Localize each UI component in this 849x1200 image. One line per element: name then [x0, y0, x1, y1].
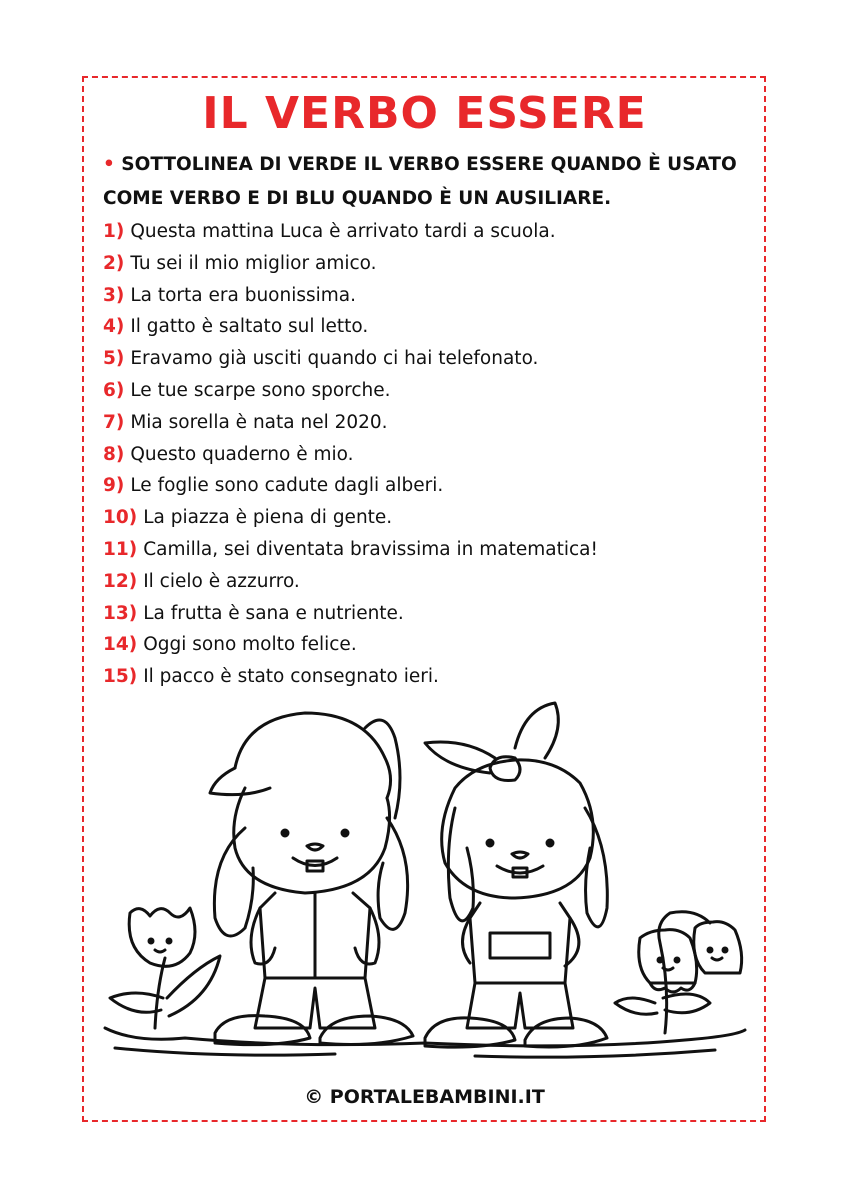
bunnies-illustration — [95, 698, 755, 1088]
sentence-number: 10) — [103, 507, 138, 529]
instruction — [103, 148, 763, 216]
sentence-item — [103, 248, 598, 280]
sentence-item — [103, 280, 598, 312]
sentence-number: 3) — [103, 284, 125, 306]
girl-bunny — [425, 703, 607, 1047]
sentence-number: 13) — [103, 602, 138, 624]
sentence-number: 11) — [103, 538, 138, 560]
sentence-text: La torta era buonissima. — [130, 284, 357, 306]
sentence-text: Il gatto è saltato sul letto. — [130, 316, 369, 338]
sentence-item — [103, 216, 598, 248]
sentence-text: Camilla, sei diventata bravissima in matematica! — [143, 538, 598, 560]
sentence-number: 7) — [103, 411, 125, 433]
sentence-item — [103, 534, 598, 566]
sentence-number: 2) — [103, 252, 125, 274]
sentence-list — [103, 216, 598, 693]
tulip-left — [110, 908, 220, 1028]
sentence-item — [103, 343, 598, 375]
bellflower-right — [615, 912, 742, 1033]
sentence-text: Questa mattina Luca è arrivato tardi a scuola. — [130, 221, 556, 242]
sentence-item — [103, 502, 598, 534]
ground-line-2 — [115, 1048, 715, 1057]
sentence-number: 9) — [103, 475, 125, 497]
sentence-text: Eravamo già usciti quando ci hai telefonato. — [130, 348, 539, 370]
sentence-text: La piazza è piena di gente. — [143, 507, 393, 529]
sentence-text: Mia sorella è nata nel 2020. — [130, 411, 388, 433]
sentence-item — [103, 375, 598, 407]
sentence-item — [103, 407, 598, 439]
sentence-item — [103, 311, 598, 343]
sentence-text: Il cielo è azzurro. — [143, 570, 300, 592]
boy-bunny — [210, 713, 413, 1045]
instruction-text: SOTTOLINEA DI VERDE IL VERBO ESSERE QUANDO È USATO COME VERBO E DI BLU QUANDO È UN AUSILIARE. — [103, 154, 737, 209]
footer-credit: © PORTALEBAMBINI.IT — [304, 1086, 545, 1108]
sentence-text: Le tue scarpe sono sporche. — [130, 379, 391, 401]
sentence-text: Le foglie sono cadute dagli alberi. — [130, 475, 444, 497]
sentence-number: 1) — [103, 221, 125, 242]
page-title: IL VERBO ESSERE — [202, 88, 647, 139]
sentence-text: La frutta è sana e nutriente. — [143, 602, 404, 624]
sentence-text: Tu sei il mio miglior amico. — [130, 252, 377, 274]
sentence-text: Oggi sono molto felice. — [143, 634, 357, 656]
sentence-text: Questo quaderno è mio. — [130, 443, 354, 465]
sentence-item — [103, 598, 598, 630]
sentence-item — [103, 566, 598, 598]
overalls — [470, 903, 570, 983]
sentence-number: 15) — [103, 666, 138, 688]
sentence-number: 12) — [103, 570, 138, 592]
sentence-item — [103, 470, 598, 502]
sentence-item — [103, 629, 598, 661]
sentence-number: 5) — [103, 348, 125, 370]
instruction-bullet: • — [103, 154, 115, 175]
sentence-item — [103, 439, 598, 471]
sentence-number: 14) — [103, 634, 138, 656]
sentence-number: 8) — [103, 443, 125, 465]
shoe-girl-right — [525, 1018, 607, 1047]
sentence-number: 6) — [103, 379, 125, 401]
shoe-right — [320, 1016, 413, 1044]
sentence-item — [103, 661, 598, 693]
sentence-text: Il pacco è stato consegnato ieri. — [143, 666, 439, 688]
sentence-number: 4) — [103, 316, 125, 338]
pants — [255, 978, 375, 1028]
